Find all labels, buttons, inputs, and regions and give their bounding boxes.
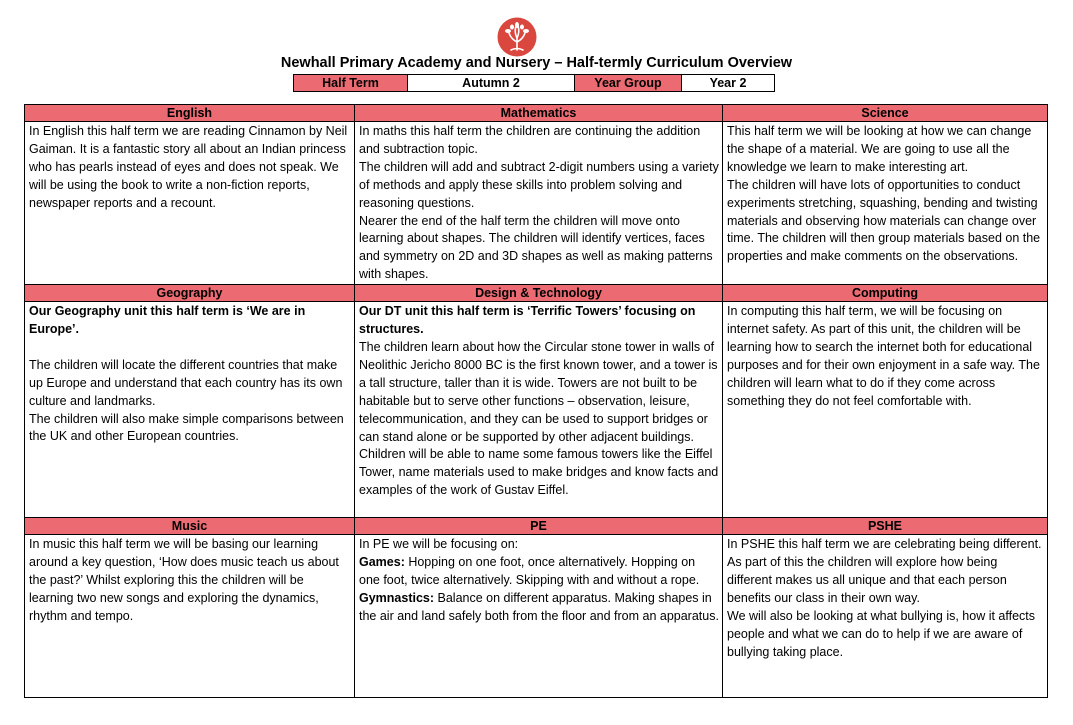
mathematics-content	[355, 122, 723, 285]
tree-icon	[497, 17, 537, 57]
music-text: In music this half term we will be basing our learning around a key question, ‘How does music teach us about the past?’ Whilst exploring this the children will be learning two new songs and exploring the dynamics, rhythm and tempo.	[29, 537, 339, 623]
english-text: In English this half term we are reading Cinnamon by Neil Gaiman. It is a fantastic story all about an Indian princess who has pearls instead of eyes and does not speak. We will be using the book to write a non-fiction reports, newspaper reports and a recount.	[29, 124, 348, 210]
page-title: Newhall Primary Academy and Nursery – Half-termly Curriculum Overview	[280, 55, 793, 71]
computing-text: In computing this half term, we will be focusing on internet safety. As part of this unit, the children will be learning how to search the internet both for educational purposes and for their own enjoyment in a safe way. The children will learn what to do if they come across something they do not feel comfortable with.	[727, 304, 1040, 408]
dt-text: The children learn about how the Circular stone tower in walls of Neolithic Jericho 8000 BC is the first known tower, and a tower is a tall structure, taller than it is wide. Towers are not built to be habitable but to serve other functions – observation, leisure, telecommunication, and they can be used to support bridges or can stand alone or be supported by other adjacent buildings. Children will be able to name some famous towers like the Eiffel Tower, name materials used to make bridges and know facts and examples of the work of Gustav Eiffel.	[359, 339, 719, 498]
dt-unit: Our DT unit this half term is ‘Terrific Towers’ focusing on structures.	[359, 304, 696, 337]
year-group-value: Year 2	[682, 75, 775, 92]
term-info-table	[293, 74, 775, 92]
pe-gymnastics-label: Gymnastics:	[359, 590, 435, 605]
design-technology-heading: Design & Technology	[355, 285, 723, 302]
science-text-1: This half term we will be looking at how we can change the shape of a material. We are going to use all the knowledge we learn to make interesting art.	[727, 124, 1032, 174]
music-content	[25, 535, 355, 698]
science-text-2: The children will have lots of opportunities to conduct experiments stretching, squashing, bending and twisting materials and observing how materials can change over time. The children will then group materials based on the properties and make comments on the observations.	[727, 177, 1041, 264]
half-term-label: Half Term	[294, 75, 408, 92]
geography-content	[25, 302, 355, 518]
mathematics-heading: Mathematics	[355, 105, 723, 122]
pshe-heading: PSHE	[723, 518, 1048, 535]
science-heading: Science	[723, 105, 1048, 122]
pe-gymnastics-text: Balance on different apparatus. Making shapes in the air and land safely both from the floor and from an apparatus.	[359, 590, 719, 623]
english-content	[25, 122, 355, 285]
geography-unit: Our Geography unit this half term is ‘We are in Europe’.	[29, 304, 306, 337]
computing-content	[723, 302, 1048, 518]
computing-heading: Computing	[723, 285, 1048, 302]
curriculum-grid	[24, 104, 1048, 698]
pe-content	[355, 535, 723, 698]
pe-games	[359, 554, 719, 590]
pe-games-label: Games:	[359, 555, 405, 570]
music-heading: Music	[25, 518, 355, 535]
pe-gymnastics	[359, 590, 719, 626]
pshe-text-2: We will also be looking at what bullying is, how it affects people and what we can do to help if we are aware of bullying taking place.	[727, 608, 1036, 659]
pe-games-text: Hopping on one foot, once alternatively. Hopping on one foot, twice alternatively. Skipping with and without a rope.	[359, 555, 700, 587]
english-heading: English	[25, 105, 355, 122]
design-technology-content	[355, 302, 723, 518]
geography-heading: Geography	[25, 285, 355, 302]
maths-text-3: Nearer the end of the half term the children will move onto learning about shapes. The children will identify vertices, faces and symmetry on 2D and 3D shapes as well as making patterns with shapes.	[359, 213, 713, 282]
year-group-label: Year Group	[575, 75, 682, 92]
pshe-content	[723, 535, 1048, 698]
pe-intro: In PE we will be focusing on:	[359, 537, 519, 552]
maths-text-2: The children will add and subtract 2-digit numbers using a variety of methods and apply these skills into problem solving and reasoning questions.	[359, 159, 719, 210]
half-term-value: Autumn 2	[408, 75, 575, 92]
pshe-text-1: In PSHE this half term we are celebrating being different. As part of this the children will explore how being different makes us all unique and that each person benefits our class in their own way.	[727, 537, 1042, 605]
geography-text-1: The children will locate the different countries that make up Europe and understand that each country has its own culture and landmarks.	[29, 357, 343, 408]
science-content	[723, 122, 1048, 285]
maths-text-1: In maths this half term the children are continuing the addition and subtraction topic.	[359, 124, 701, 156]
pe-heading: PE	[355, 518, 723, 535]
geography-text-2: The children will also make simple comparisons between the UK and other European countries.	[29, 411, 344, 444]
